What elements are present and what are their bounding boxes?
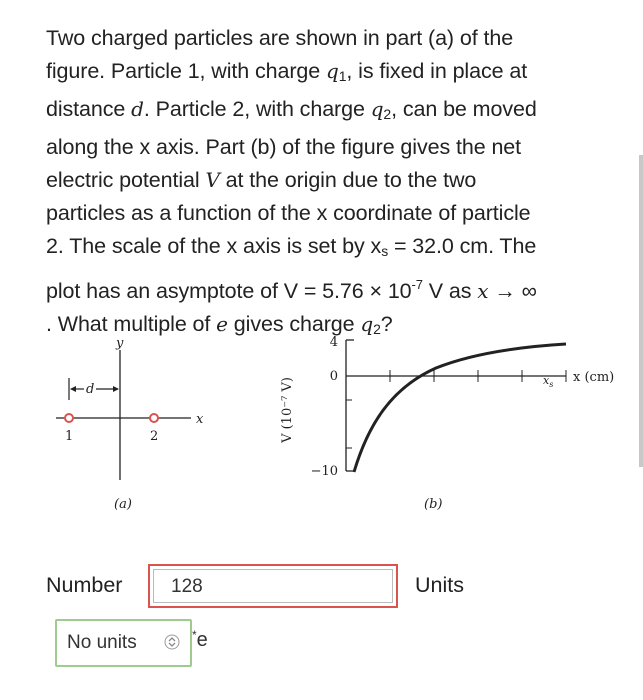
particle-2-label: 2 xyxy=(150,429,159,444)
problem-line-3: distance d. Particle 2, with charge $q_2$, can be moved xyxy=(46,97,537,122)
part-b-x-label: x (cm) xyxy=(573,370,615,385)
multiplier-label: *e xyxy=(192,628,208,651)
scrollbar-track[interactable] xyxy=(639,155,643,467)
part-a-y-label: y xyxy=(116,336,124,351)
select-chevron-icon xyxy=(164,634,180,650)
units-select[interactable] xyxy=(55,619,192,667)
figure-svg xyxy=(46,330,615,520)
problem-line-2: figure. Particle 1, with charge $q_1$, is fixed in place at xyxy=(46,59,528,84)
potential-curve xyxy=(354,344,566,472)
part-a-x-label: x xyxy=(196,412,204,427)
number-input-wrapper xyxy=(148,564,398,608)
d-arrowhead-left xyxy=(70,386,76,392)
problem-line-1: Two charged particles are shown in part (a) of the xyxy=(46,26,514,50)
particle-1 xyxy=(65,414,73,422)
figure-part-a xyxy=(56,336,204,512)
part-b-caption: (b) xyxy=(424,497,443,512)
number-input[interactable]: 128 xyxy=(153,569,393,603)
d-arrowhead-right xyxy=(113,386,119,392)
part-b-y-label: V (10⁻⁷ V) xyxy=(280,377,295,443)
xs-label: $x_s$ xyxy=(543,374,554,389)
y-tick-0: 0 xyxy=(329,369,338,384)
d-label: d xyxy=(86,382,95,397)
problem-line-4: along the x axis. Part (b) of the figure gives the net xyxy=(46,135,522,159)
y-tick-minus-10: −10 xyxy=(310,464,338,479)
units-select-value: No units xyxy=(67,632,137,653)
problem-line-9: . What multiple of e gives charge $q_2$? xyxy=(46,312,393,337)
particle-2 xyxy=(150,414,158,422)
figure-part-b xyxy=(280,335,614,512)
figure xyxy=(46,330,615,520)
problem-line-8: plot has an asymptote of $V = 5.76 \times 10^{-7}$ V as x → ∞ xyxy=(46,277,537,303)
units-label: Units xyxy=(415,573,464,597)
problem-line-6: particles as a function of the x coordinate of particle xyxy=(46,201,531,225)
problem-text xyxy=(46,22,614,346)
problem-line-7: 2. The scale of the x axis is set by $x_s = 32.0$ cm. The xyxy=(46,234,537,259)
particle-1-label: 1 xyxy=(65,429,74,444)
number-label: Number xyxy=(46,573,123,597)
y-tick-4: 4 xyxy=(329,335,338,350)
problem-line-5: electric potential V at the origin due to the two xyxy=(46,168,477,192)
part-a-caption: (a) xyxy=(114,497,132,512)
